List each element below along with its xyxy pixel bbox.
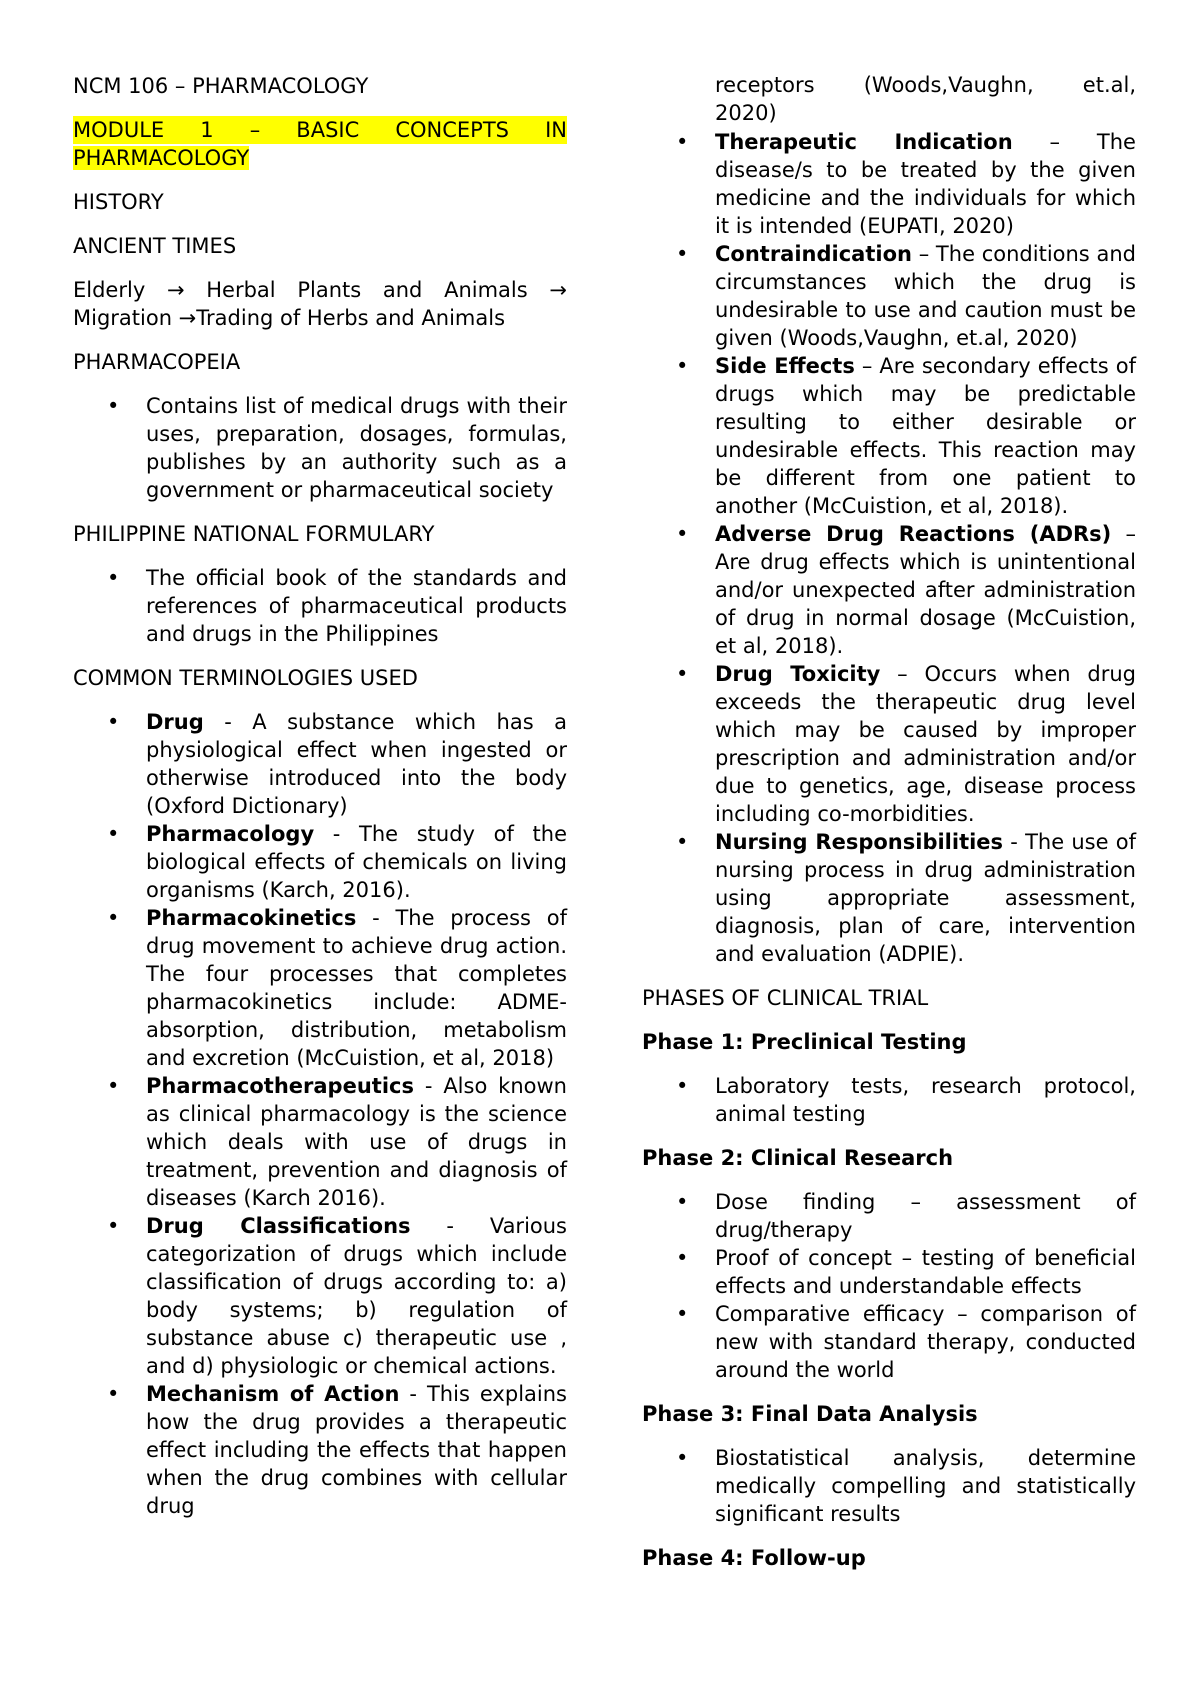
- mechanism-continued: receptors (Woods,Vaughn, et.al,: [715, 73, 1136, 97]
- bullet-icon: •: [676, 1446, 689, 1470]
- course-title: NCM 106 – PHARMACOLOGY: [73, 74, 369, 98]
- bullet-icon: •: [107, 566, 120, 590]
- pnf-heading: PHILIPPINE NATIONAL FORMULARY: [73, 522, 435, 546]
- bullet-icon: •: [107, 906, 120, 930]
- list-item: • Biostatistical analysis, determine medically compelling and statistically significant results: [676, 1446, 1136, 1526]
- term-item-drug-toxicity: • Drug Toxicity – Occurs when drug exceeds the therapeutic drug level which may be caused by improper prescription and administration and/or due to genetics, age, disease process including co-morbidities.: [676, 662, 1136, 826]
- module-title: [73, 116, 567, 172]
- term-item-pharmacology: • Pharmacology - The study of the biological effects of chemicals on living organisms (Karch, 2016).: [107, 822, 567, 902]
- bullet-icon: •: [676, 662, 689, 686]
- terminologies-list: [73, 708, 567, 1520]
- bullet-icon: •: [676, 354, 689, 378]
- ancient-times-text: Elderly → Herbal Plants and Animals → Migration →Trading of Herbs and Animals: [73, 278, 567, 330]
- bullet-icon: •: [107, 1214, 120, 1238]
- right-column: [642, 71, 1136, 1588]
- bullet-icon: •: [676, 1302, 689, 1326]
- term-item-adverse-drug-reactions: • Adverse Drug Reactions (ADRs) – Are drug effects which is unintentional and/or unexpected after administration of drug in normal dosage (McCuistion, et al, 2018).: [676, 522, 1136, 658]
- term-item-nursing-responsibilities: • Nursing Responsibilities - The use of nursing process in drug administration using appropriate assessment, diagnosis, plan of care, intervention and evaluation (ADPIE).: [676, 830, 1137, 966]
- terminologies-heading: COMMON TERMINOLOGIES USED: [73, 666, 418, 690]
- phase3-title: Phase 3: Final Data Analysis: [642, 1402, 978, 1426]
- bullet-icon: •: [107, 1074, 120, 1098]
- module-title-line1: MODULE 1 – BASIC CONCEPTS IN: [73, 118, 567, 142]
- bullet-icon: •: [676, 1074, 689, 1098]
- phase4-title: Phase 4: Follow-up: [642, 1546, 866, 1570]
- pnf-list: [73, 564, 567, 648]
- term-item-drug-classifications: • Drug Classifications - Various categorization of drugs which include classification of drugs according to: a) body systems; b) regulation of substance abuse c) therapeutic use , and d) physiologic or chemical actions.: [107, 1214, 568, 1378]
- bullet-icon: •: [676, 522, 689, 546]
- ancient-times-heading: ANCIENT TIMES: [73, 234, 237, 258]
- phase2-title: Phase 2: Clinical Research: [642, 1146, 954, 1170]
- bullet-icon: •: [107, 1382, 120, 1406]
- term-item-side-effects: • Side Effects – Are secondary effects of drugs which may be predictable resulting to either desirable or undesirable effects. This reaction may be different from one patient to another (McCuistion, et al, 2018).: [676, 354, 1136, 518]
- list-item: • Proof of concept – testing of beneficial effects and understandable effects: [676, 1246, 1136, 1298]
- module-title-line2: PHARMACOLOGY: [73, 146, 250, 170]
- bullet-icon: •: [676, 1190, 689, 1214]
- phase1-list: [642, 1072, 1136, 1128]
- mechanism-continued-last: 2020): [715, 101, 777, 125]
- phase3-list: [642, 1444, 1136, 1528]
- list-item: • Dose finding – assessment of drug/therapy: [676, 1190, 1136, 1242]
- term-item-pharmacokinetics: • Pharmacokinetics - The process of drug movement to achieve drug action. The four processes that completes pharmacokinetics include: ADME-absorption, distribution, metabolism and excretion (McCuistion, et al, 2018): [107, 906, 567, 1070]
- term-item-mechanism-of-action: • Mechanism of Action - This explains how the drug provides a therapeutic effect including the effects that happen when the drug combines with cellular drug: [107, 1382, 567, 1518]
- bullet-icon: •: [676, 130, 689, 154]
- bullet-icon: •: [676, 242, 689, 266]
- list-item: • Laboratory tests, research protocol, animal testing: [676, 1074, 1136, 1126]
- bullet-icon: •: [107, 710, 120, 734]
- list-item: • The official book of the standards and references of pharmaceutical products and drugs in the Philippines: [107, 566, 567, 646]
- list-item: • Comparative efficacy – comparison of new with standard therapy, conducted around the world: [676, 1302, 1136, 1382]
- pharmacopeia-list: [73, 392, 567, 504]
- term-item-pharmacotherapeutics: • Pharmacotherapeutics - Also known as clinical pharmacology is the science which deals with use of drugs in treatment, prevention and diagnosis of diseases (Karch 2016).: [107, 1074, 567, 1210]
- bullet-icon: •: [107, 822, 120, 846]
- phase1-title: Phase 1: Preclinical Testing: [642, 1030, 967, 1054]
- term-item-therapeutic-indication: • Therapeutic Indication – The disease/s to be treated by the given medicine and the individuals for which it is intended (EUPATI, 2020): [676, 130, 1136, 238]
- bullet-icon: •: [676, 1246, 689, 1270]
- history-heading: HISTORY: [73, 190, 164, 214]
- left-column: [73, 72, 567, 1520]
- term-item-contraindication: • Contraindication – The conditions and circumstances which the drug is undesirable to use and caution must be given (Woods,Vaughn, et.al, 2020): [676, 242, 1136, 350]
- pharmacopeia-heading: PHARMACOPEIA: [73, 350, 241, 374]
- list-item: • Contains list of medical drugs with their uses, preparation, dosages, formulas, publishes by an authority such as a government or pharmaceutical society: [107, 394, 567, 502]
- clinical-trial-heading: PHASES OF CLINICAL TRIAL: [642, 986, 929, 1010]
- phase2-list: [642, 1188, 1136, 1384]
- terminologies-list-continued: [642, 128, 1136, 968]
- term-item-drug: • Drug - A substance which has a physiological effect when ingested or otherwise introduced into the body (Oxford Dictionary): [107, 710, 567, 818]
- bullet-icon: •: [676, 830, 689, 854]
- bullet-icon: •: [107, 394, 120, 418]
